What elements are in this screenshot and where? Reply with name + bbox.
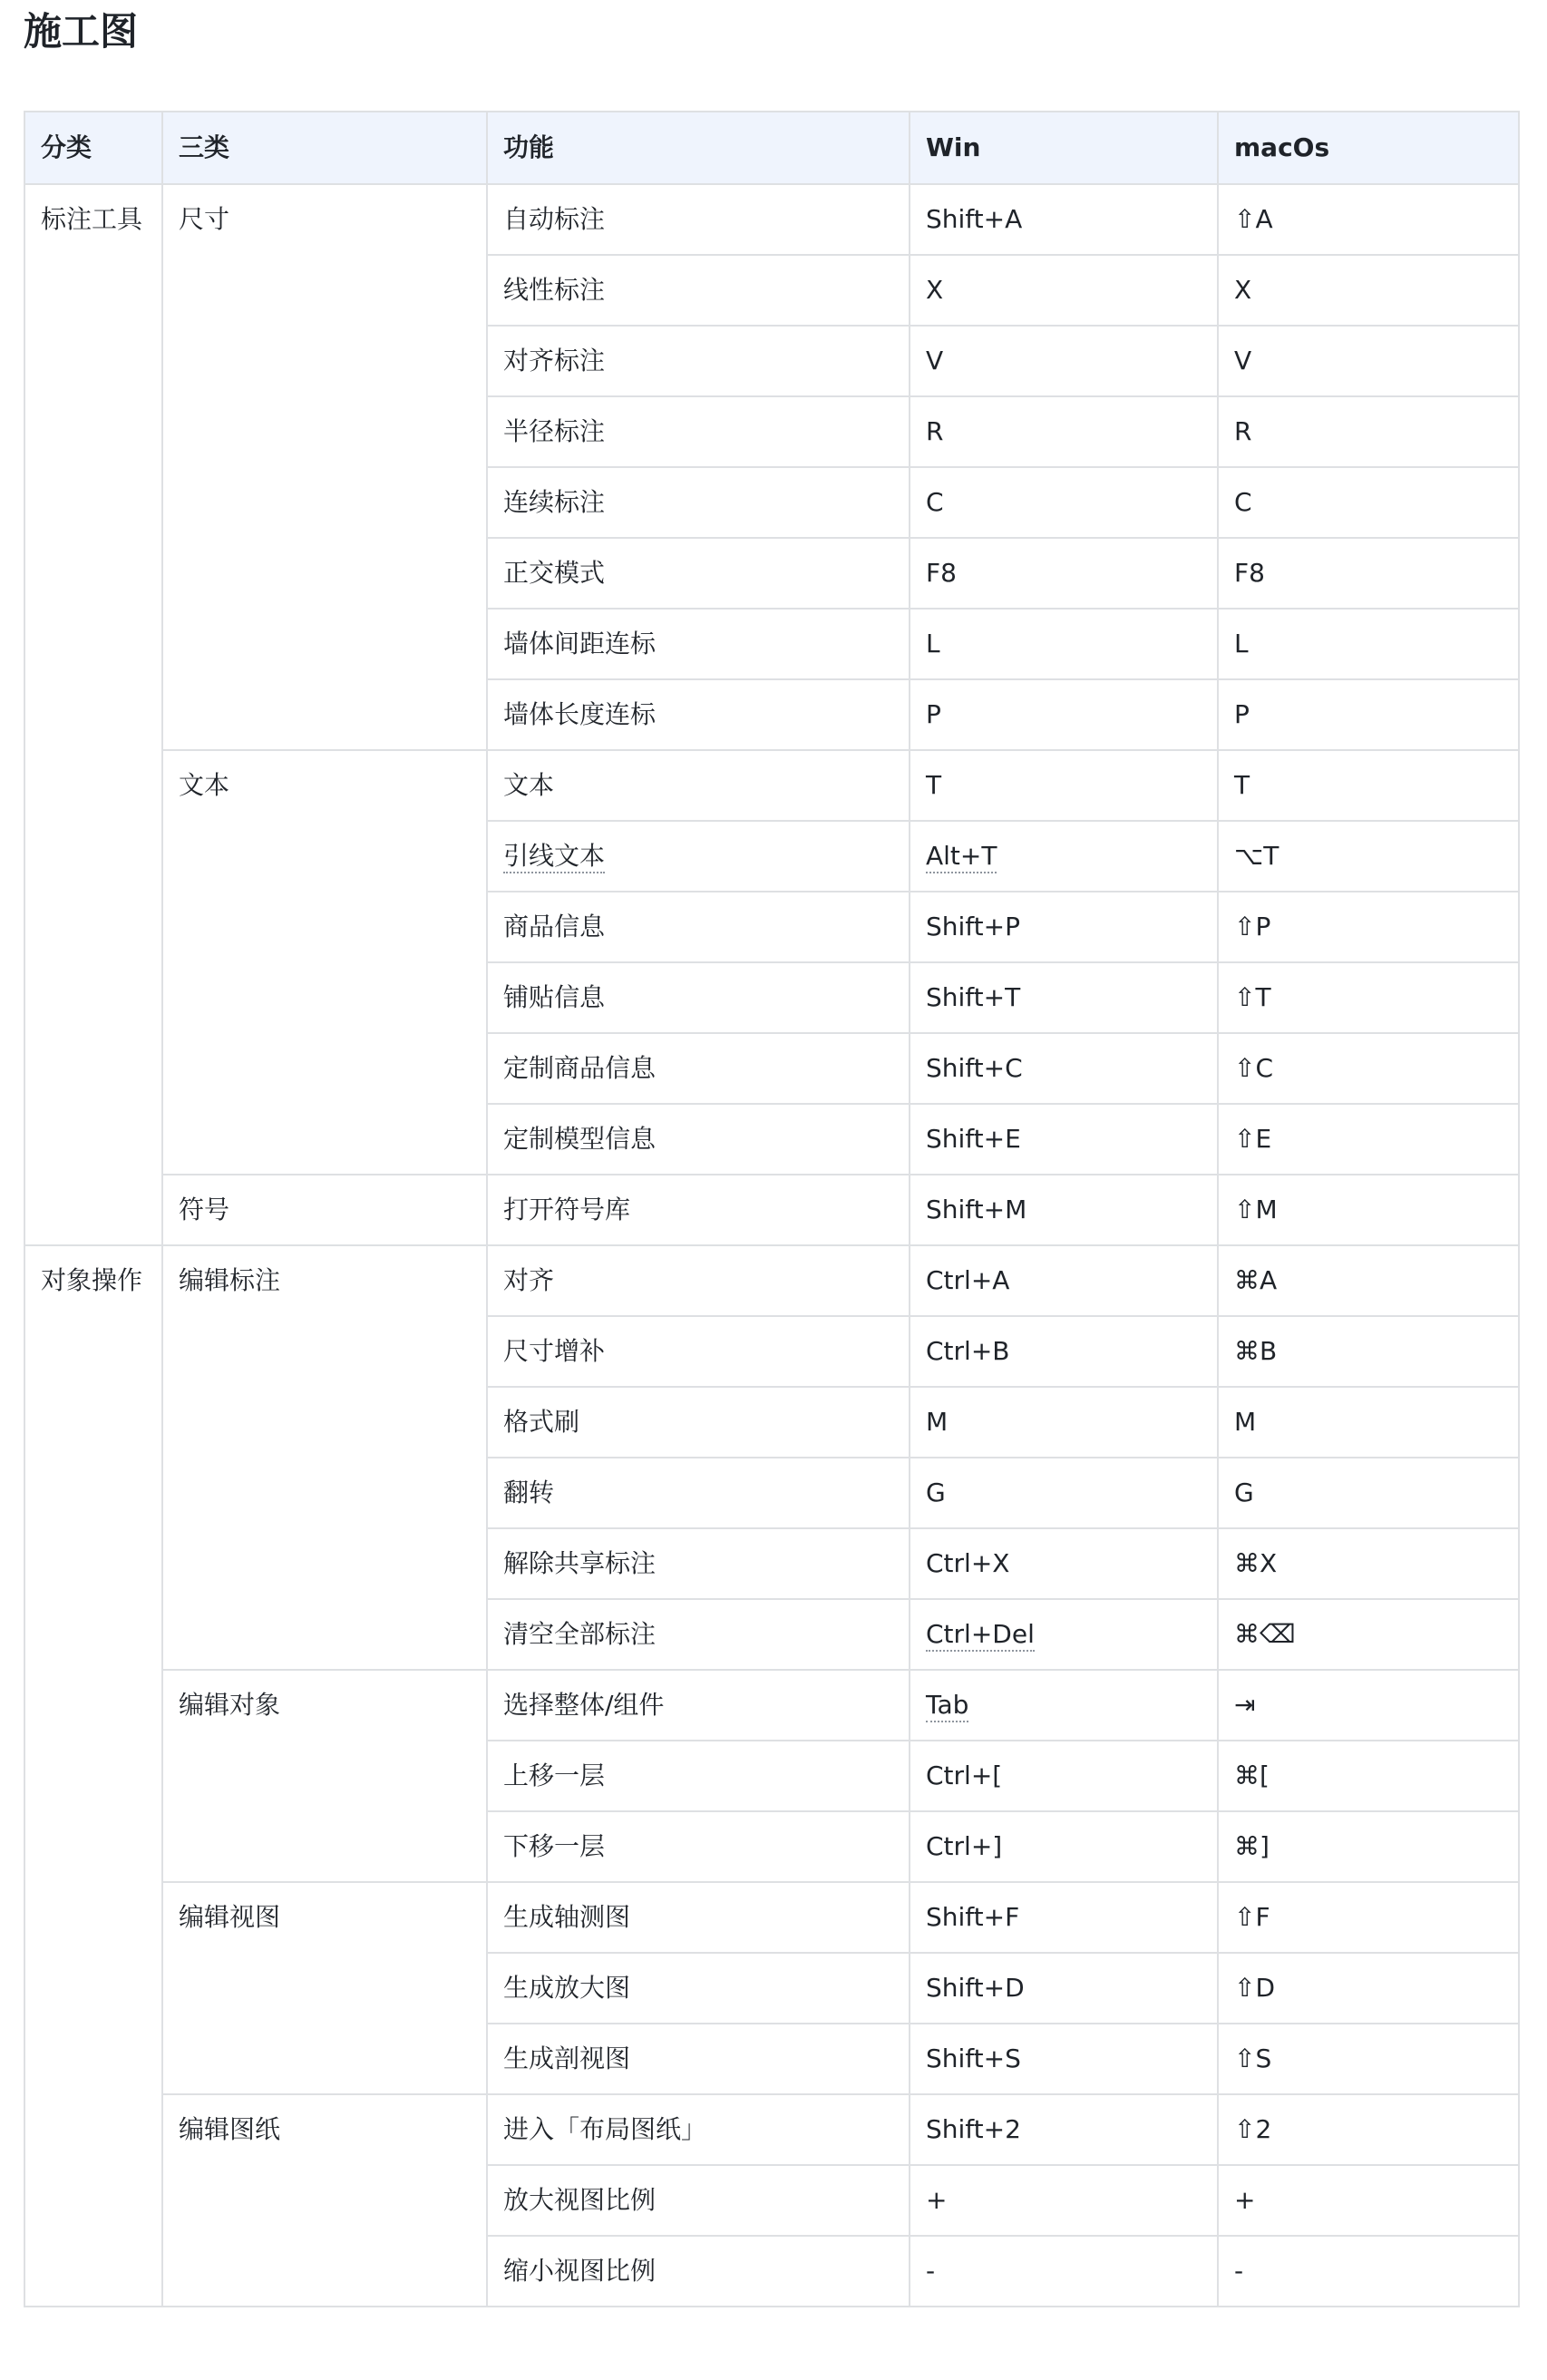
shortcut-table <box>24 111 1520 2307</box>
mac-shortcut-cell: X <box>1218 255 1519 326</box>
table-row <box>24 750 1519 821</box>
function-cell: 半径标注 <box>487 396 910 467</box>
win-shortcut-cell <box>910 1599 1218 1670</box>
mac-shortcut-cell: ⇧A <box>1218 184 1519 255</box>
function-cell: 自动标注 <box>487 184 910 255</box>
win-shortcut-cell: L <box>910 609 1218 679</box>
mac-shortcut-cell: ⇧F <box>1218 1882 1519 1953</box>
win-shortcut-cell: Ctrl+[ <box>910 1741 1218 1811</box>
win-shortcut-cell: Ctrl+] <box>910 1811 1218 1882</box>
dotted-text: Tab <box>926 1690 968 1722</box>
mac-shortcut-cell: ⌘[ <box>1218 1741 1519 1811</box>
function-cell: 生成剖视图 <box>487 2024 910 2094</box>
mac-shortcut-cell: ⌘X <box>1218 1528 1519 1599</box>
subcategory-cell: 符号 <box>162 1175 487 1245</box>
win-shortcut-cell: Shift+C <box>910 1033 1218 1104</box>
function-cell: 生成轴测图 <box>487 1882 910 1953</box>
mac-shortcut-cell: ⌘] <box>1218 1811 1519 1882</box>
dotted-text: 引线文本 <box>503 841 605 873</box>
category-cell: 标注工具 <box>24 184 162 1245</box>
function-cell: 格式刷 <box>487 1387 910 1458</box>
function-cell: 放大视图比例 <box>487 2165 910 2236</box>
mac-shortcut-cell: T <box>1218 750 1519 821</box>
header-row <box>24 112 1519 184</box>
mac-shortcut-cell: P <box>1218 679 1519 750</box>
mac-shortcut-cell: ⇧T <box>1218 962 1519 1033</box>
win-shortcut-cell: R <box>910 396 1218 467</box>
function-cell: 下移一层 <box>487 1811 910 1882</box>
subcategory-cell: 编辑标注 <box>162 1245 487 1670</box>
mac-shortcut-cell: V <box>1218 326 1519 396</box>
win-shortcut-cell: M <box>910 1387 1218 1458</box>
function-cell: 进入「布局图纸」 <box>487 2094 910 2165</box>
function-cell: 生成放大图 <box>487 1953 910 2024</box>
mac-shortcut-cell: ⇧S <box>1218 2024 1519 2094</box>
win-shortcut-cell: Shift+E <box>910 1104 1218 1175</box>
win-shortcut-cell: Ctrl+A <box>910 1245 1218 1316</box>
win-shortcut-cell: C <box>910 467 1218 538</box>
function-cell: 墙体间距连标 <box>487 609 910 679</box>
win-shortcut-cell: - <box>910 2236 1218 2307</box>
win-shortcut-cell <box>910 1670 1218 1741</box>
function-cell: 文本 <box>487 750 910 821</box>
win-shortcut-cell: X <box>910 255 1218 326</box>
win-shortcut-cell: Shift+2 <box>910 2094 1218 2165</box>
mac-shortcut-cell: ⇧P <box>1218 892 1519 962</box>
subcategory-cell: 尺寸 <box>162 184 487 750</box>
win-shortcut-cell: Shift+P <box>910 892 1218 962</box>
function-cell: 选择整体/组件 <box>487 1670 910 1741</box>
win-shortcut-cell: Shift+T <box>910 962 1218 1033</box>
dotted-text: Alt+T <box>926 841 997 873</box>
win-shortcut-cell: + <box>910 2165 1218 2236</box>
function-cell: 打开符号库 <box>487 1175 910 1245</box>
function-cell: 线性标注 <box>487 255 910 326</box>
function-cell: 定制商品信息 <box>487 1033 910 1104</box>
function-cell: 连续标注 <box>487 467 910 538</box>
category-cell: 对象操作 <box>24 1245 162 2307</box>
win-shortcut-cell: Shift+D <box>910 1953 1218 2024</box>
table-row <box>24 1245 1519 1316</box>
function-cell <box>487 821 910 892</box>
win-shortcut-cell: F8 <box>910 538 1218 609</box>
header-win: Win <box>910 112 1218 184</box>
function-cell: 尺寸增补 <box>487 1316 910 1387</box>
mac-shortcut-cell: ⌘B <box>1218 1316 1519 1387</box>
win-shortcut-cell: Shift+F <box>910 1882 1218 1953</box>
mac-shortcut-cell: ⇧M <box>1218 1175 1519 1245</box>
mac-shortcut-cell: G <box>1218 1458 1519 1528</box>
win-shortcut-cell: G <box>910 1458 1218 1528</box>
function-cell: 墙体长度连标 <box>487 679 910 750</box>
win-shortcut-cell: Shift+S <box>910 2024 1218 2094</box>
win-shortcut-cell: P <box>910 679 1218 750</box>
function-cell: 正交模式 <box>487 538 910 609</box>
mac-shortcut-cell: R <box>1218 396 1519 467</box>
win-shortcut-cell: Shift+M <box>910 1175 1218 1245</box>
function-cell: 解除共享标注 <box>487 1528 910 1599</box>
mac-shortcut-cell: ⌘⌫ <box>1218 1599 1519 1670</box>
subcategory-cell: 文本 <box>162 750 487 1175</box>
function-cell: 铺贴信息 <box>487 962 910 1033</box>
header-subcategory: 三类 <box>162 112 487 184</box>
mac-shortcut-cell: F8 <box>1218 538 1519 609</box>
mac-shortcut-cell: ⇧C <box>1218 1033 1519 1104</box>
win-shortcut-cell: Shift+A <box>910 184 1218 255</box>
function-cell: 对齐标注 <box>487 326 910 396</box>
function-cell: 上移一层 <box>487 1741 910 1811</box>
mac-shortcut-cell: ⌘A <box>1218 1245 1519 1316</box>
mac-shortcut-cell: ⇧D <box>1218 1953 1519 2024</box>
function-cell: 对齐 <box>487 1245 910 1316</box>
mac-shortcut-cell: + <box>1218 2165 1519 2236</box>
page-title: 施工图 <box>24 9 139 54</box>
subcategory-cell: 编辑图纸 <box>162 2094 487 2307</box>
subcategory-cell: 编辑对象 <box>162 1670 487 1882</box>
win-shortcut-cell: T <box>910 750 1218 821</box>
mac-shortcut-cell: ⇥ <box>1218 1670 1519 1741</box>
table-row <box>24 1670 1519 1741</box>
table-row <box>24 1175 1519 1245</box>
header-category: 分类 <box>24 112 162 184</box>
function-cell: 商品信息 <box>487 892 910 962</box>
table-row <box>24 1882 1519 1953</box>
mac-shortcut-cell: C <box>1218 467 1519 538</box>
table-row <box>24 2094 1519 2165</box>
win-shortcut-cell: Ctrl+X <box>910 1528 1218 1599</box>
table-row <box>24 184 1519 255</box>
mac-shortcut-cell: L <box>1218 609 1519 679</box>
dotted-text: Ctrl+Del <box>926 1619 1035 1652</box>
subcategory-cell: 编辑视图 <box>162 1882 487 2094</box>
mac-shortcut-cell: ⇧2 <box>1218 2094 1519 2165</box>
mac-shortcut-cell: ⇧E <box>1218 1104 1519 1175</box>
header-macos: macOs <box>1218 112 1519 184</box>
win-shortcut-cell: Ctrl+B <box>910 1316 1218 1387</box>
mac-shortcut-cell: ⌥T <box>1218 821 1519 892</box>
win-shortcut-cell <box>910 821 1218 892</box>
mac-shortcut-cell: - <box>1218 2236 1519 2307</box>
win-shortcut-cell: V <box>910 326 1218 396</box>
function-cell: 缩小视图比例 <box>487 2236 910 2307</box>
table-body <box>24 184 1519 2307</box>
header-function: 功能 <box>487 112 910 184</box>
function-cell: 翻转 <box>487 1458 910 1528</box>
mac-shortcut-cell: M <box>1218 1387 1519 1458</box>
function-cell: 定制模型信息 <box>487 1104 910 1175</box>
function-cell: 清空全部标注 <box>487 1599 910 1670</box>
